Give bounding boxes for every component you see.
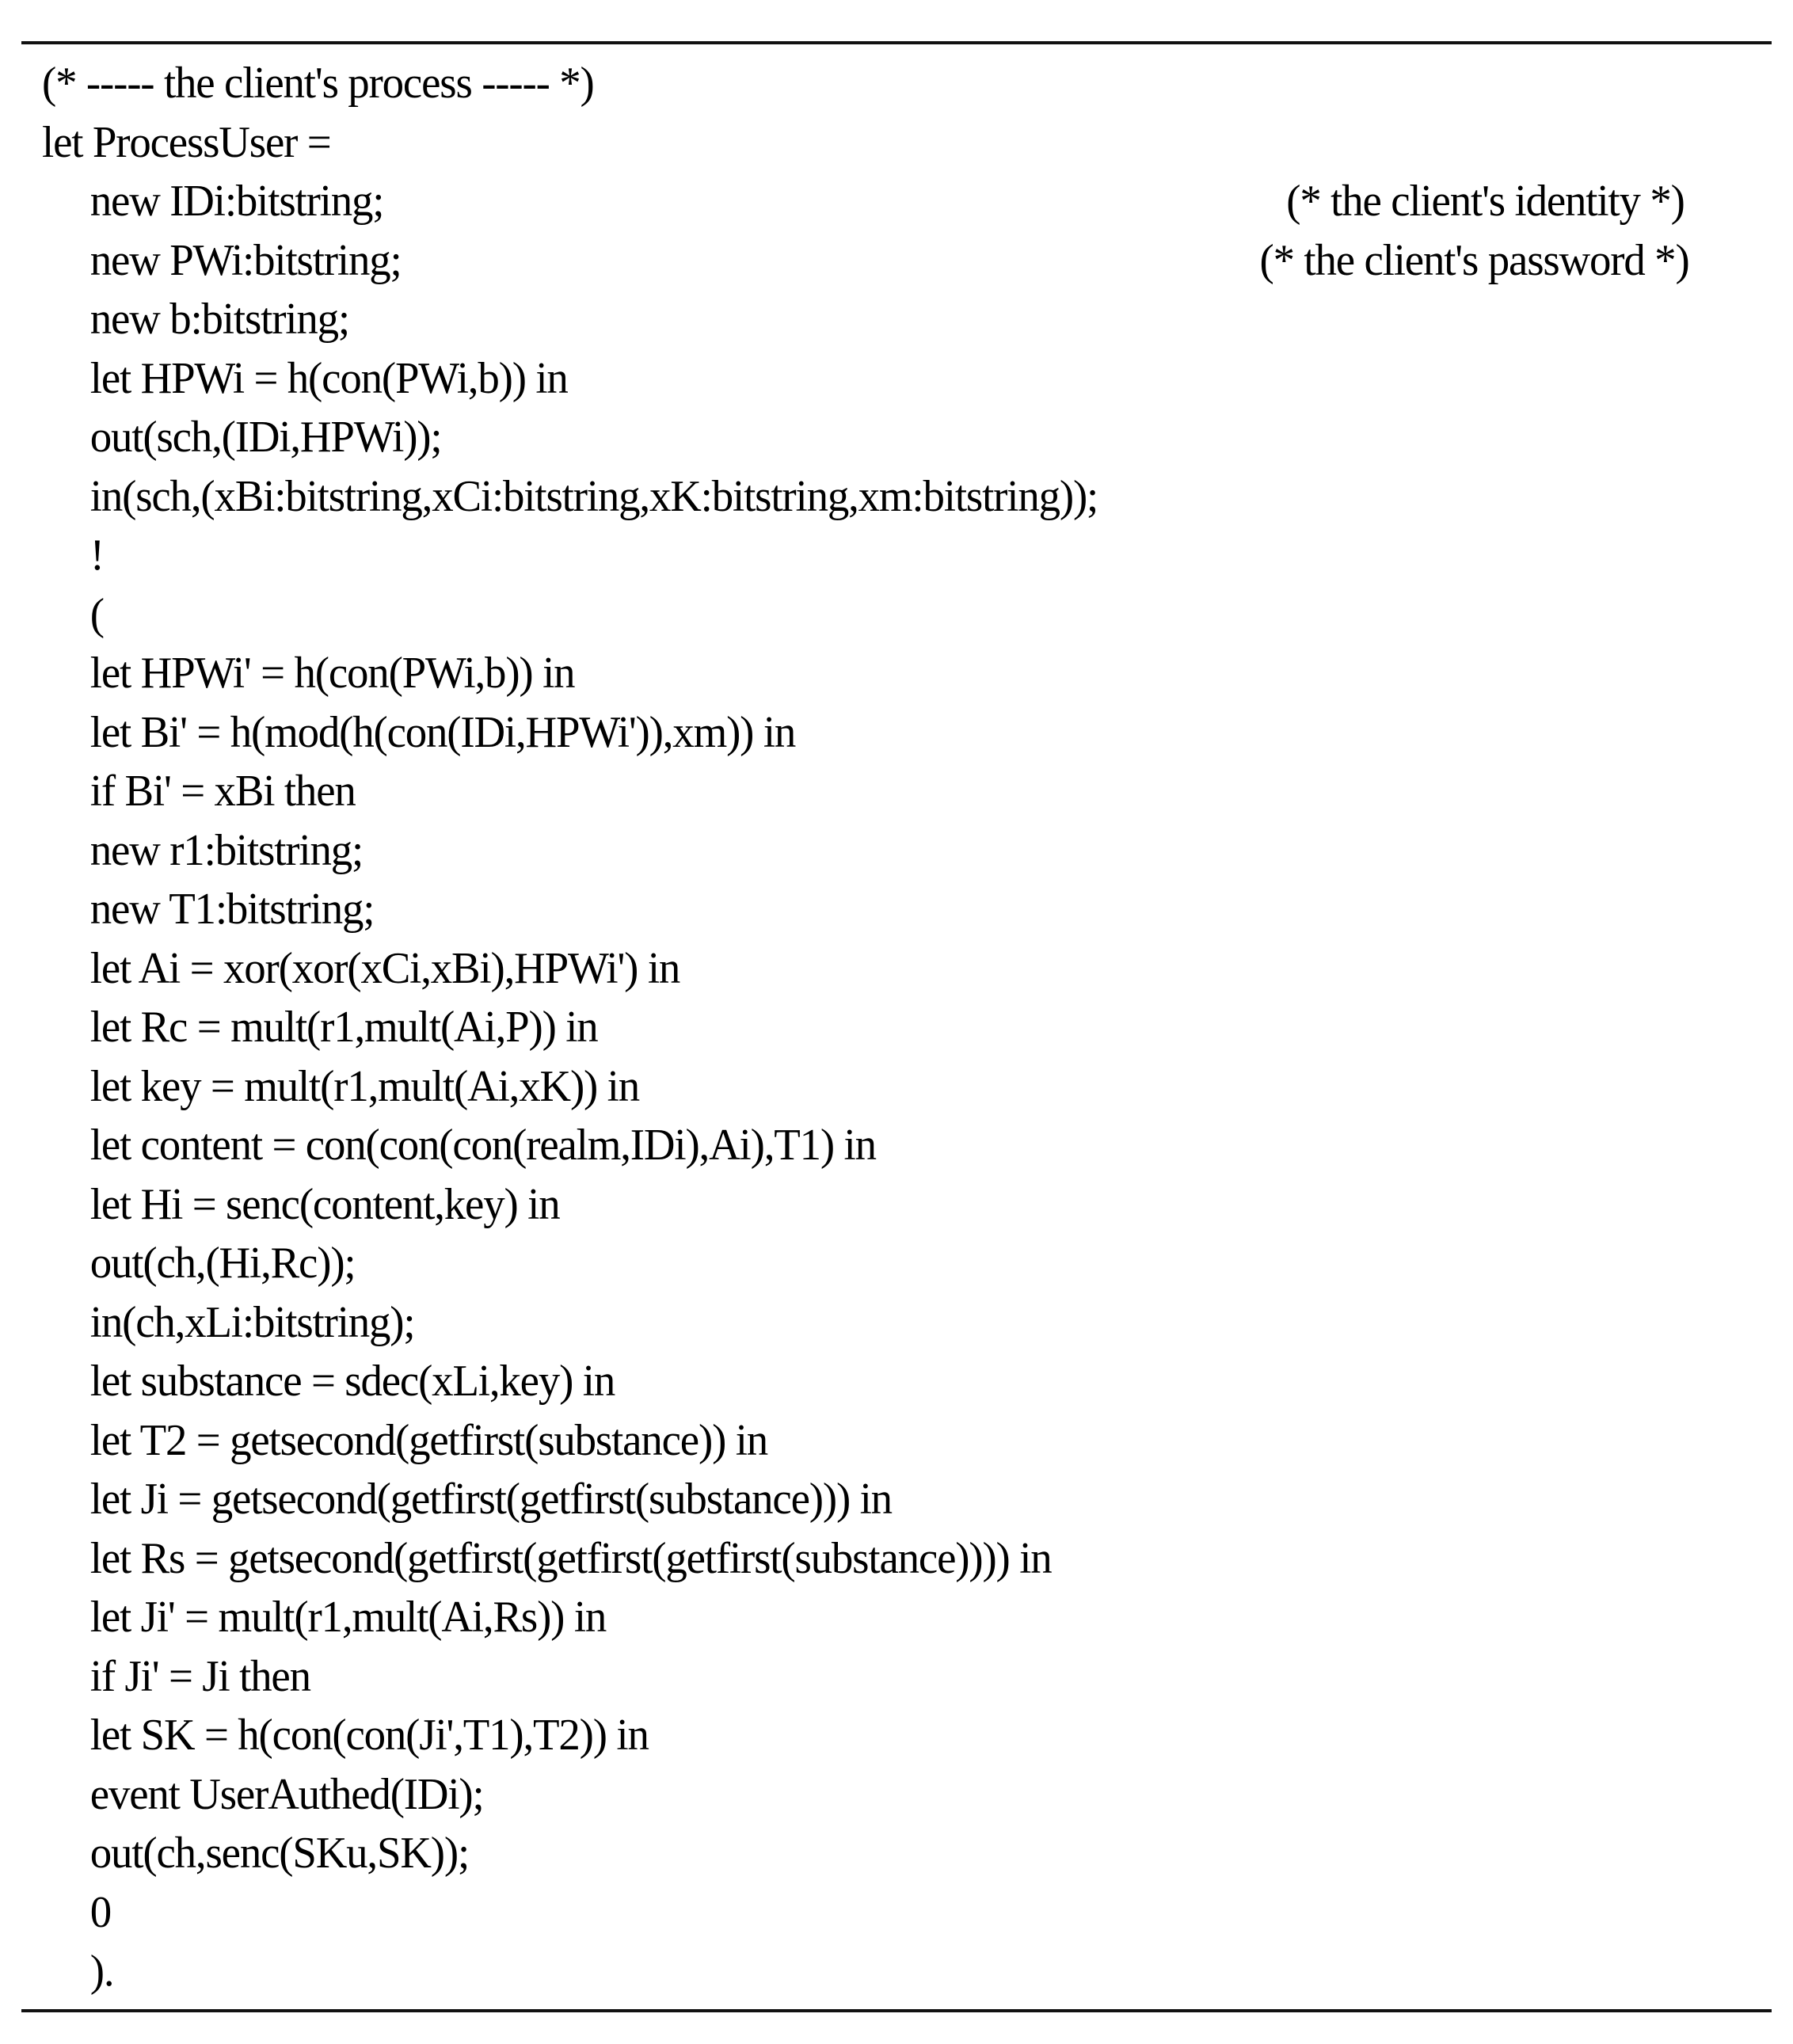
code-line: let Ji = getsecond(getfirst(getfirst(substance))) in — [89, 1475, 892, 1524]
code-line: let SK = h(con(con(Ji',T1),T2)) in — [89, 1711, 649, 1760]
code-listing — [42, 54, 1745, 2001]
code-line: out(sch,(IDi,HPWi)); — [89, 413, 442, 462]
code-line: let substance = sdec(xLi,key) in — [89, 1357, 615, 1406]
code-line: let Rc = mult(r1,mult(Ai,P)) in — [89, 1003, 598, 1052]
bottom-rule — [21, 2009, 1772, 2012]
code-line: let HPWi = h(con(PWi,b)) in — [89, 353, 568, 403]
top-rule — [21, 41, 1772, 44]
code-line: if Bi' = xBi then — [89, 767, 356, 816]
code-line — [42, 172, 1711, 231]
code-line: in(ch,xLi:bitstring); — [89, 1297, 415, 1347]
code-line: let key = mult(r1,mult(Ai,xK)) in — [89, 1061, 640, 1111]
code-text: new PWi:bitstring; — [89, 235, 402, 285]
code-line: 0 — [89, 1887, 112, 1937]
code-line: if Ji' = Ji then — [89, 1651, 310, 1701]
code-line: let Ji' = mult(r1,mult(Ai,Rs)) in — [89, 1593, 607, 1642]
code-line: let content = con(con(con(realm,IDi),Ai),T1) in — [89, 1121, 876, 1170]
code-line: new b:bitstring; — [89, 295, 349, 344]
code-line: ). — [89, 1947, 114, 1996]
code-line: let T2 = getsecond(getfirst(substance)) in — [89, 1415, 768, 1465]
code-text: new IDi:bitstring; — [89, 177, 384, 226]
code-line: event UserAuthed(IDi); — [89, 1769, 484, 1819]
code-line: new r1:bitstring; — [89, 825, 364, 875]
process-declaration: let ProcessUser = — [42, 117, 331, 167]
code-line: out(ch,senc(SKu,SK)); — [89, 1829, 470, 1878]
code-line: in(sch,(xBi:bitstring,xCi:bitstring,xK:bitstring,xm:bitstring)); — [89, 471, 1098, 521]
code-line: let Bi' = h(mod(h(con(IDi,HPWi')),xm)) in — [89, 707, 796, 757]
inline-comment: (* the client's identity *) — [1286, 177, 1685, 226]
code-line: out(ch,(Hi,Rc)); — [89, 1239, 356, 1288]
code-line: new T1:bitstring; — [89, 885, 375, 934]
code-line: let Hi = senc(content,key) in — [89, 1179, 560, 1229]
code-line: let Ai = xor(xor(xCi,xBi),HPWi') in — [89, 943, 680, 993]
inline-comment: (* the client's password *) — [1259, 235, 1689, 285]
code-line: ! — [89, 531, 104, 580]
code-line: let HPWi' = h(con(PWi,b)) in — [89, 649, 575, 698]
code-line — [42, 231, 1711, 291]
header-comment: (* ----- the client's process ----- *) — [42, 59, 594, 108]
code-line: ( — [89, 589, 104, 639]
code-line: let Rs = getsecond(getfirst(getfirst(getfirst(substance)))) in — [89, 1533, 1052, 1583]
